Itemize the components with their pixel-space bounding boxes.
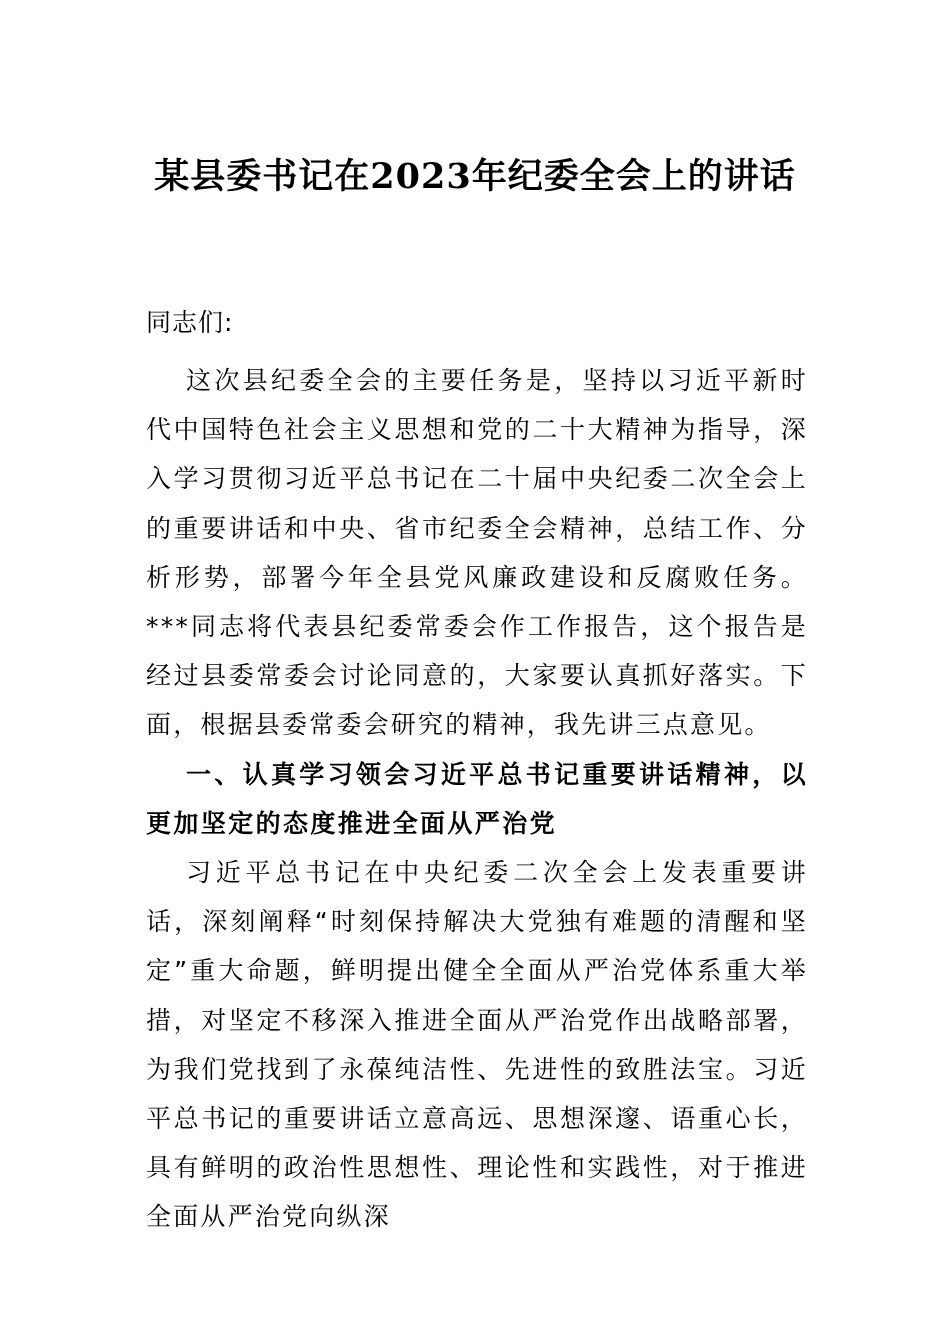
section-heading-1: 一、认真学习领会习近平总书记重要讲话精神，以更加坚定的态度推进全面从严治党 [146, 760, 808, 839]
document-title: 某县委书记在2023年纪委全会上的讲话 [154, 156, 796, 197]
paragraph-section-1: 习近平总书记在中央纪委二次全会上发表重要讲话，深刻阐释“时刻保持解决大党独有难题的清醒和坚定”重大命题，鲜明提出健全全面从严治党体系重大举措，对坚定不移深入推进全面从严治党作出战略部署，为我们党找到了永葆纯洁性、先进性的致胜法宝。习近平总书记的重要讲话立意高远、思想深邃、语重心长，具有鲜明的政治性思想性、理论性和实践性，对于推进全面从严治党向纵深 [146, 858, 808, 1232]
salutation: 同志们: [146, 308, 234, 337]
paragraph-intro: 这次县纪委全会的主要任务是，坚持以习近平新时代中国特色社会主义思想和党的二十大精神为指导，深入学习贯彻习近平总书记在二十届中央纪委二次全会上的重要讲话和中央、省市纪委全会精神，总结工作、分析形势，部署今年全县党风廉政建设和反腐败任务。***同志将代表县纪委常委会作工作报告，这个报告是经过县委常委会讨论同意的，大家要认真抓好落实。下面，根据县委常委会研究的精神，我先讲三点意见。 [146, 366, 808, 740]
